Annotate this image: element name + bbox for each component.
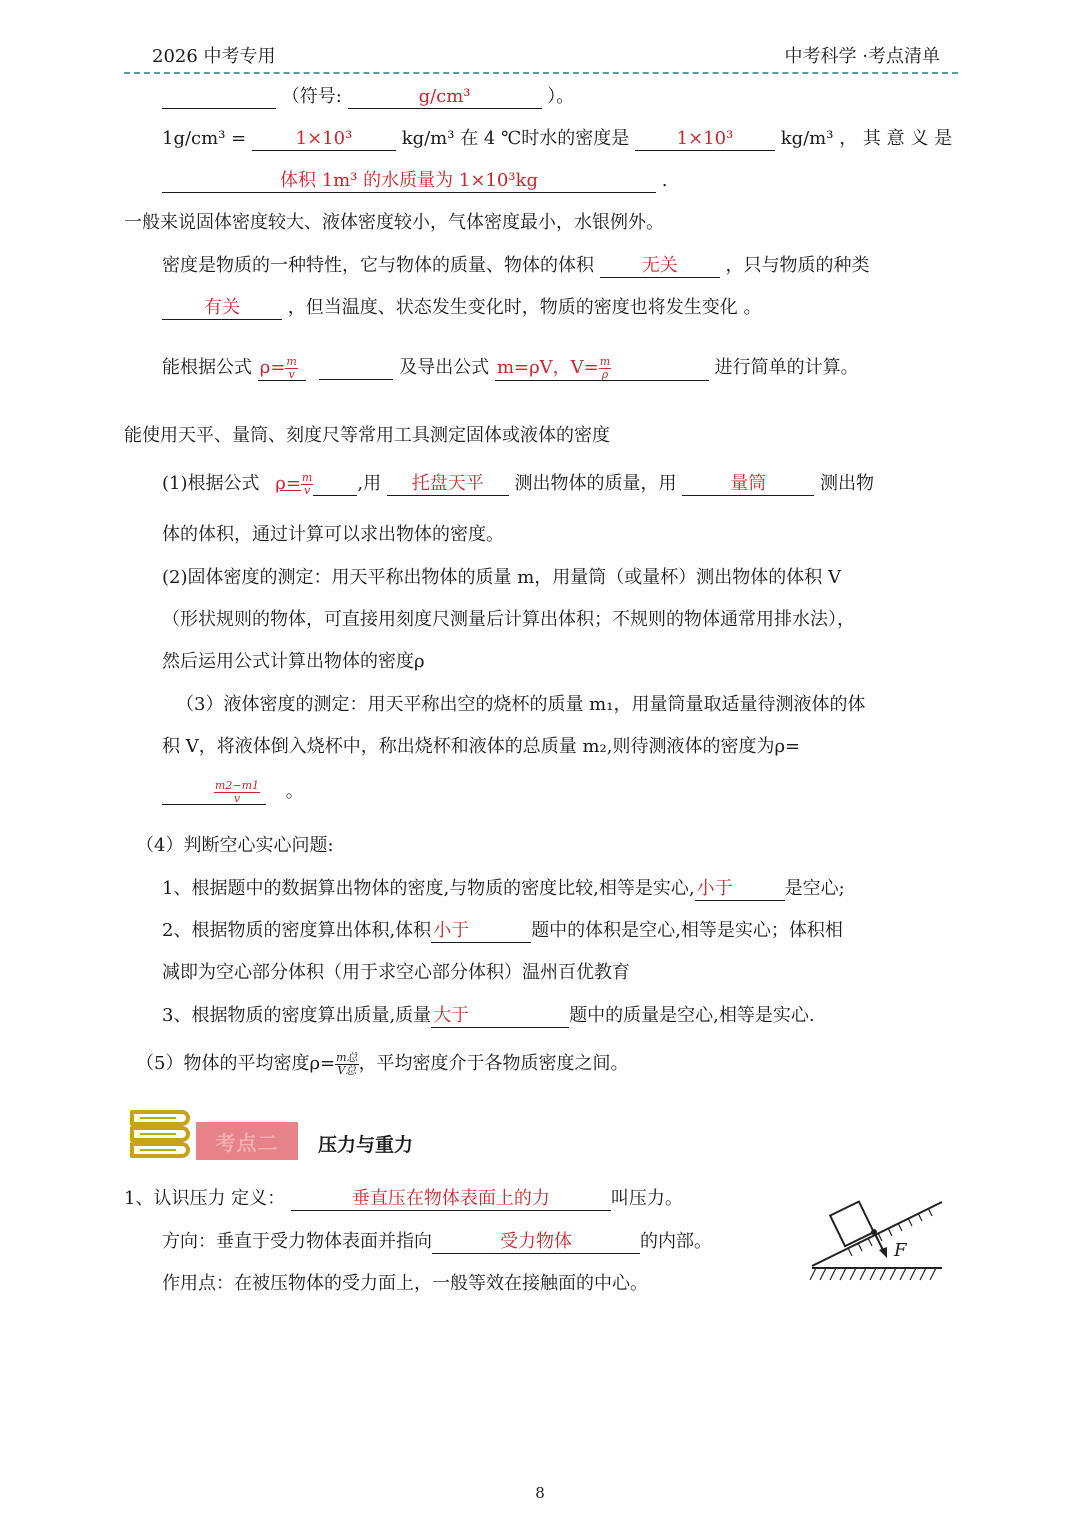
force-arrowhead: [879, 1247, 887, 1258]
text: kg/m³ 在 4 ℃时水的密度是: [401, 128, 630, 149]
answer-conversion: 1×10³: [252, 129, 396, 151]
numerator: m: [599, 355, 611, 368]
text: 叫压力。: [610, 1188, 683, 1209]
incline-force-diagram: [808, 1186, 948, 1286]
text: 是空心;: [784, 878, 845, 899]
answer-less-than-1: 小于: [695, 879, 785, 901]
denominator: v: [288, 367, 295, 381]
answer-greater-than: 大于: [431, 1006, 569, 1028]
header-left-label: 2026 中考专用: [152, 46, 276, 67]
formula-text: ρ=: [275, 473, 301, 495]
answer-density-formula: [258, 356, 306, 381]
line-method-1b: 体的体积，通过计算可以求出物体的密度。: [162, 524, 504, 545]
books-icon: [126, 1104, 192, 1164]
text: 密度是物质的一种特性，它与物体的质量、物体的体积: [162, 255, 594, 276]
answer-liquid-formula: [162, 780, 266, 805]
line-solid-density: (2)固体密度的测定：用天平称出物体的质量 m，用量筒（或量杯）测出物体的体积 V: [162, 567, 842, 588]
answer-related: 有关: [162, 298, 282, 320]
text: 方向：垂直于受力物体表面并指向: [162, 1231, 432, 1252]
numerator: m2−m1: [214, 779, 259, 792]
text: 及导出公式: [399, 357, 490, 379]
text: 1g/cm³ =: [162, 128, 247, 149]
text: 。: [285, 781, 304, 803]
denominator: v: [304, 483, 311, 497]
line-hollow-2: [162, 920, 843, 943]
line-density-property: [162, 255, 869, 278]
text: 3、根据物质的密度算出质量,质量: [162, 1005, 432, 1026]
page-number: 8: [535, 1484, 545, 1502]
text: ）。: [547, 86, 575, 107]
text: 测出物体的质量，用: [514, 473, 677, 495]
text: （5）物体的平均密度ρ=: [136, 1053, 336, 1075]
fraction: [599, 356, 611, 380]
text: 进行简单的计算。: [714, 357, 859, 379]
denominator: V总: [337, 1063, 357, 1077]
blank-empty: [162, 87, 276, 109]
text: （符号:: [281, 86, 342, 107]
text: ,用: [357, 473, 382, 495]
fraction: [285, 356, 297, 380]
header-right-label: 中考科学 ·考点清单: [784, 46, 940, 67]
force-label: F: [894, 1240, 907, 1261]
text: ，只与物质的种类: [725, 255, 870, 276]
line-tools: 能使用天平、量筒、刻度尺等常用工具测定固体或液体的密度: [124, 425, 610, 446]
line-hollow-1: [162, 878, 845, 901]
text: 1、根据题中的数据算出物体的密度,与物质的密度比较,相等是实心,: [162, 878, 695, 899]
section-heading: [126, 1104, 446, 1164]
blank-empty: [319, 358, 393, 380]
line-solid-density-2: （形状规则的物体，可直接用刻度尺测量后计算出体积；不规则的物体通常用排水法），: [162, 609, 855, 630]
formula-text: ρ=: [259, 357, 286, 379]
line-meaning: [162, 170, 667, 193]
line-average-density: [136, 1052, 629, 1076]
answer-density-formula-2: [275, 471, 313, 497]
line-liquid-density: （3）液体密度的测定：用天平称出空的烧杯的质量 m₁，用量筒量取适量待测液体的体: [176, 694, 866, 715]
numerator: m: [301, 471, 313, 484]
line-solid-density-3: 然后运用公式计算出物体的密度ρ: [162, 651, 425, 672]
line-liquid-density-2: 积 V，将液体倒入烧杯中，称出烧杯和液体的总质量 m₂,则待测液体的密度为ρ=: [162, 736, 801, 757]
text: 2、根据物质的密度算出体积,体积: [162, 920, 432, 941]
line-general-density: 一般来说固体密度较大、液体密度较小，气体密度最小，水银例外。: [124, 212, 664, 233]
numerator: m总: [336, 1051, 358, 1064]
text: 测出物: [820, 473, 875, 495]
answer-cylinder: 量筒: [682, 474, 814, 496]
answer-pressure-definition: 垂直压在物体表面上的力: [291, 1189, 611, 1211]
text: ，平均密度介于各物质密度之间。: [358, 1053, 629, 1075]
blank-empty: [313, 474, 357, 496]
answer-less-than-2: 小于: [431, 921, 531, 943]
answer-balance: 托盘天平: [387, 474, 509, 496]
answer-meaning: 体积 1m³ 的水质量为 1×10³kg: [162, 171, 656, 193]
numerator: m: [286, 355, 297, 368]
incline-surface: [812, 1202, 942, 1266]
denominator: ρ: [601, 367, 609, 381]
text: 能根据公式: [162, 357, 252, 379]
text: 题中的体积是空心,相等是实心；体积相: [531, 920, 843, 941]
line-symbol: [162, 86, 574, 109]
line-hollow-2b: 减即为空心部分体积（用于求空心部分体积）温州百优教育: [162, 962, 630, 983]
text: 1、认识压力 定义：: [124, 1188, 286, 1209]
line-pressure-point: 作用点：在被压物体的受力面上，一般等效在接触面的中心。: [162, 1273, 648, 1294]
text: 题中的质量是空心,相等是实心.: [569, 1005, 815, 1026]
text: kg/m³ ， 其 意 义 是: [780, 128, 953, 149]
denominator: v: [233, 791, 241, 805]
fraction: [301, 472, 313, 496]
fraction: [214, 780, 260, 804]
line-method-1: [162, 472, 874, 496]
answer-derived-formula: [495, 356, 709, 381]
header-divider: [124, 72, 958, 74]
formula-text: m=ρV，V=: [496, 357, 599, 379]
line-liquid-formula: [162, 780, 304, 805]
text: .: [661, 170, 668, 191]
line-formula: [162, 356, 859, 381]
line-pressure-definition: [124, 1188, 683, 1211]
answer-water-density: 1×10³: [635, 129, 775, 151]
section-badge: 考点二: [196, 1122, 298, 1160]
answer-stressed-object: 受力物体: [432, 1232, 640, 1254]
text: ，但当温度、状态发生变化时，物质的密度也将发生变化 。: [287, 297, 762, 318]
line-unit-conversion: [162, 128, 952, 151]
ground-hatching: [810, 1268, 936, 1280]
answer-unrelated: 无关: [600, 256, 720, 278]
line-density-property-2: [162, 297, 761, 320]
line-hollow-heading: （4）判断空心实心问题:: [136, 835, 334, 856]
section-title: 压力与重力: [318, 1134, 414, 1156]
text: (1)根据公式: [162, 473, 260, 495]
line-pressure-direction: [162, 1231, 712, 1254]
line-hollow-3: [162, 1005, 815, 1028]
answer-symbol: g/cm³: [348, 87, 542, 109]
text: 的内部。: [640, 1231, 712, 1252]
fraction: [335, 1052, 358, 1076]
